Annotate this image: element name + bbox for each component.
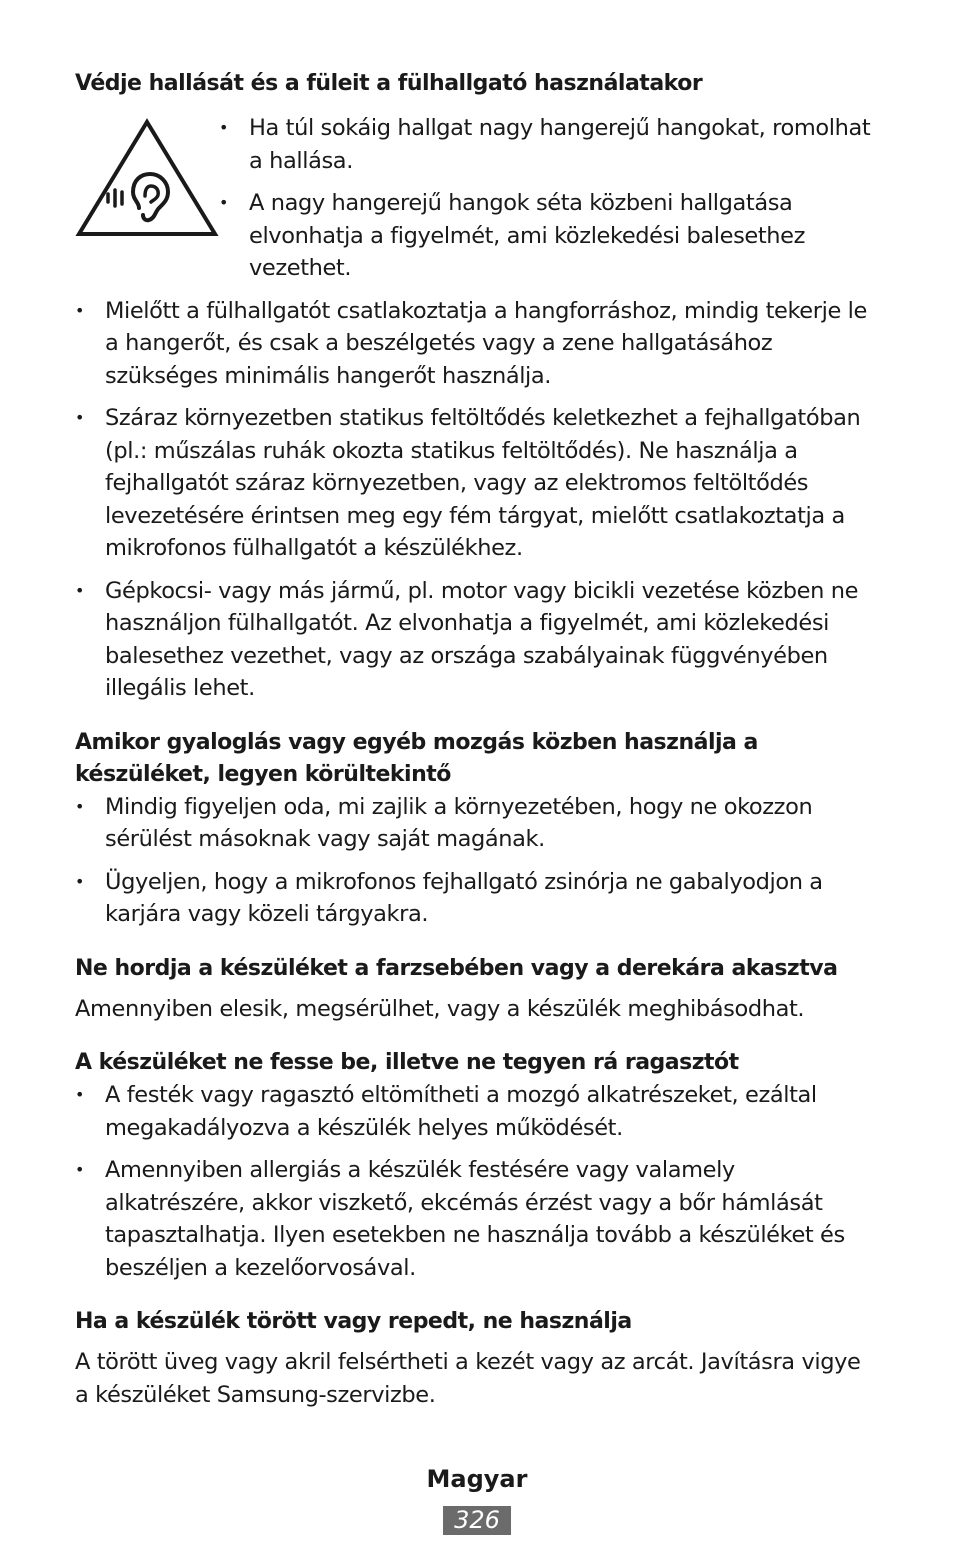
page-content <box>75 68 875 1411</box>
list-item: • A nagy hangerejű hangok séta közbeni hallgatása elvonhatja a figyelmét, ami közlekedési balesethez vezethet. <box>219 187 875 285</box>
hearing-warning-block <box>75 112 875 295</box>
section-text-broken: A törött üveg vagy akril felsértheti a kezét vagy az arcát. Javításra vigye a készüléket Samsung-szervizbe. <box>75 1349 861 1408</box>
section-heading-broken: Ha a készülék törött vagy repedt, ne használja <box>75 1309 632 1334</box>
list-item: • Száraz környezetben statikus feltöltődés keletkezhet a fejhallgatóban (pl.: műszálas ruhák okozta statikus feltöltődés). Ne használja a fejhallgatót száraz környezetben, vagy az elektromos feltöltődés levezetésére érintsen meg egy fém tárgyat, mielőtt csatlakoztatja a mikrofonos fülhallgatót a készülékhez. <box>75 402 875 565</box>
section-heading-pocket: Ne hordja a készüléket a farzsebében vagy a derekára akasztva <box>75 955 838 981</box>
hearing-icon-bullet-list <box>219 112 875 295</box>
list-item: • A festék vagy ragasztó eltömítheti a mozgó alkatrészeket, ezáltal megakadályozva a készülék helyes működését. <box>75 1079 875 1144</box>
section-heading-walking: Amikor gyaloglás vagy egyéb mozgás közben használja a készüléket, legyen körültekintő <box>75 729 758 787</box>
list-item: • Ha túl sokáig hallgat nagy hangerejű hangokat, romolhat a hallása. <box>219 112 875 177</box>
page-number-badge: 326 <box>443 1506 511 1535</box>
section-heading-hearing: Védje hallását és a füleit a fülhallgató használatakor <box>75 71 703 96</box>
section-text-pocket: Amennyiben elesik, megsérülhet, vagy a készülék meghibásodhat. <box>75 995 805 1022</box>
footer-language: Magyar <box>426 1465 528 1493</box>
hearing-bullet-list <box>75 295 875 705</box>
section-heading-paint: A készüléket ne fesse be, illetve ne tegyen rá ragasztót <box>75 1050 739 1075</box>
list-item: • Mindig figyeljen oda, mi zajlik a környezetében, hogy ne okozzon sérülést másoknak vagy saját magának. <box>75 791 875 856</box>
list-item: • Ügyeljen, hogy a mikrofonos fejhallgató zsinórja ne gabalyodjon a karjára vagy közeli tárgyakra. <box>75 866 875 931</box>
list-item: • Gépkocsi- vagy más jármű, pl. motor vagy bicikli vezetése közben ne használjon fülhallgatót. Az elvonhatja a figyelmét, ami közlekedési balesethez vezethet, vagy az országa szabályainak függvényében illegális lehet. <box>75 575 875 705</box>
walking-bullet-list <box>75 791 875 931</box>
ear-warning-triangle-icon <box>75 116 219 240</box>
list-item: • Mielőtt a fülhallgatót csatlakoztatja a hangforráshoz, mindig tekerje le a hangerőt, és csak a beszélgetés vagy a zene hallgatásához szükséges minimális hangerőt használja. <box>75 295 875 393</box>
paint-bullet-list <box>75 1079 875 1284</box>
list-item: • Amennyiben allergiás a készülék festésére vagy valamely alkatrészére, akkor viszkető, ekcémás érzést vagy a bőr hámlását tapasztalhatja. Ilyen esetekben ne használja tovább a készüléket és beszéljen a kezelőorvosával. <box>75 1154 875 1284</box>
